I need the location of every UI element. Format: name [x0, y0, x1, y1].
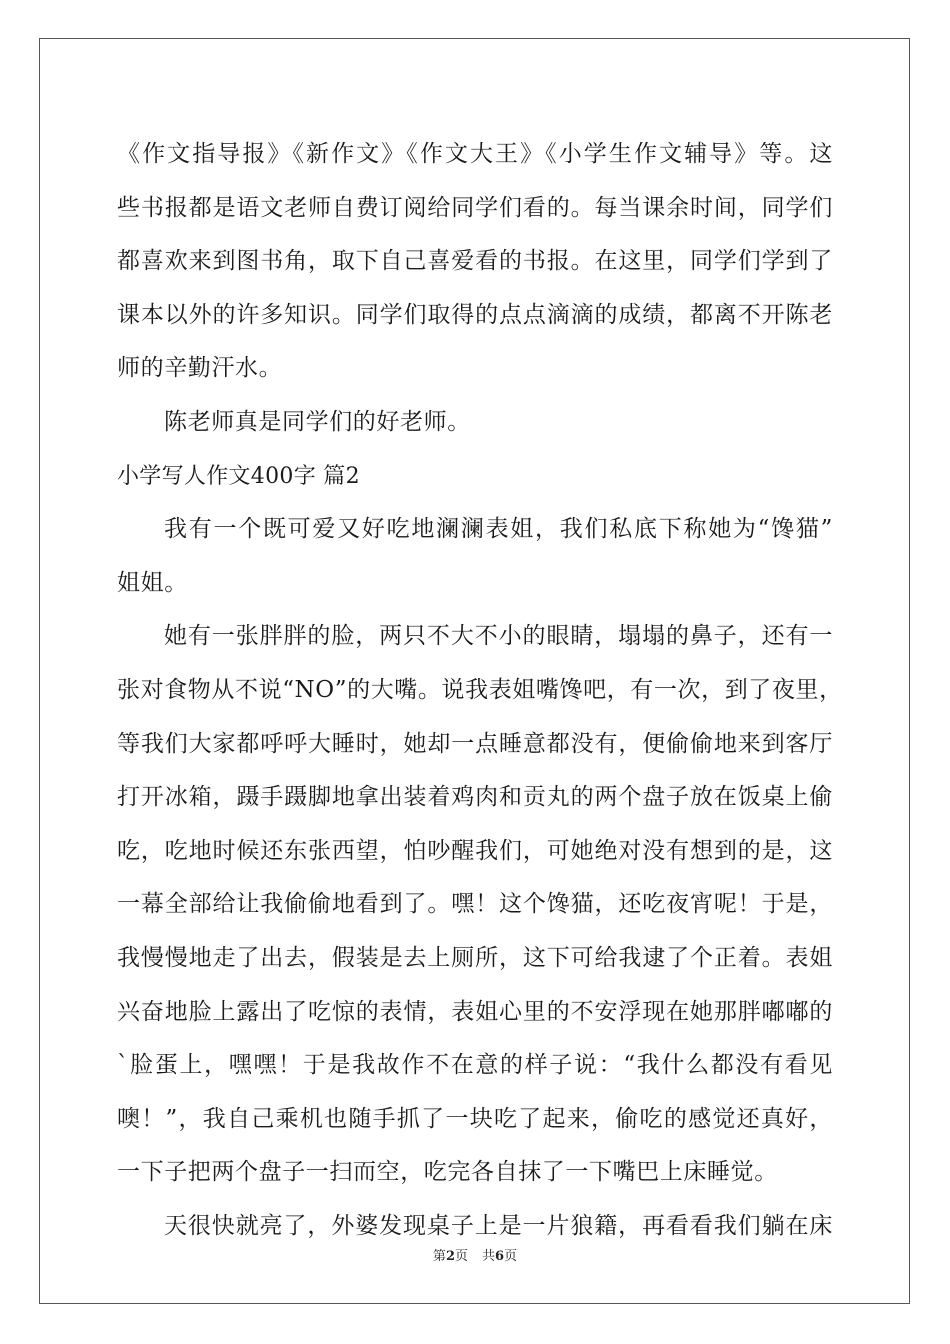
- text-line: 些书报都是语文老师自费订阅给同学们看的。每当课余时间，同学们: [117, 194, 833, 221]
- page-total: 6: [495, 1249, 505, 1264]
- text-line: 一下子把两个盘子一扫而空，吃完各自抹了一下嘴巴上床睡觉。: [117, 1159, 778, 1186]
- total-suffix: 页: [504, 1249, 518, 1264]
- text-line: 张对食物从不说“NO”的大嘴。说我表姐嘴馋吧，有一次，到了夜里，: [117, 676, 843, 703]
- text-line: 陈老师真是同学们的好老师。: [164, 408, 471, 435]
- text-line: 我慢慢地走了出去，假装是去上厕所，这下可给我逮了个正着。表姐: [117, 944, 833, 971]
- text-line: 姐姐。: [117, 569, 188, 596]
- text-line: `脸蛋上，嘿嘿！于是我故作不在意的样子说：“我什么都没有看见: [117, 1052, 833, 1079]
- page-suffix: 页: [454, 1249, 468, 1264]
- page-footer: [0, 1245, 950, 1264]
- text-line: 吃，吃地时候还东张西望，怕吵醒我们，可她绝对没有想到的是，这: [117, 837, 833, 864]
- page-prefix: 第: [432, 1249, 446, 1264]
- text-line: 都喜欢来到图书角，取下自己喜爱看的书报。在这里，同学们学到了: [117, 248, 833, 275]
- text-line: 我有一个既可爱又好吃地澜澜表姐，我们私底下称她为“馋猫”: [164, 516, 833, 543]
- page-current: 2: [445, 1249, 455, 1264]
- total-prefix: 共: [482, 1249, 496, 1264]
- text-line: 噢！”，我自己乘机也随手抓了一块吃了起来，偷吃的感觉还真好，: [117, 1105, 833, 1132]
- text-line: 《作文指导报》《新作文》《作文大王》《小学生作文辅导》等。这: [117, 141, 833, 167]
- text-line: 打开冰箱，蹑手蹑脚地拿出装着鸡肉和贡丸的两个盘子放在饭桌上偷: [117, 784, 833, 811]
- text-line: 课本以外的许多知识。同学们取得的点点滴滴的成绩，都离不开陈老: [117, 301, 833, 328]
- section-heading: 小学写人作文400字 篇2: [117, 463, 360, 489]
- document-body: [117, 128, 843, 1253]
- text-line: 师的辛勤汗水。: [117, 355, 283, 382]
- text-line: 天很快就亮了，外婆发现桌子上是一片狼籍，再看看我们躺在床: [164, 1212, 833, 1239]
- text-line: 一幕全部给让我偷偷地看到了。嘿！这个馋猫，还吃夜宵呢！于是，: [117, 891, 833, 918]
- text-line: 她有一张胖胖的脸，两只不大不小的眼睛，塌塌的鼻子，还有一: [164, 623, 833, 650]
- text-line: 等我们大家都呼呼大睡时，她却一点睡意都没有，便偷偷地来到客厅: [117, 730, 833, 757]
- text-line: 兴奋地脸上露出了吃惊的表情，表姐心里的不安浮现在她那胖嘟嘟的: [117, 998, 833, 1025]
